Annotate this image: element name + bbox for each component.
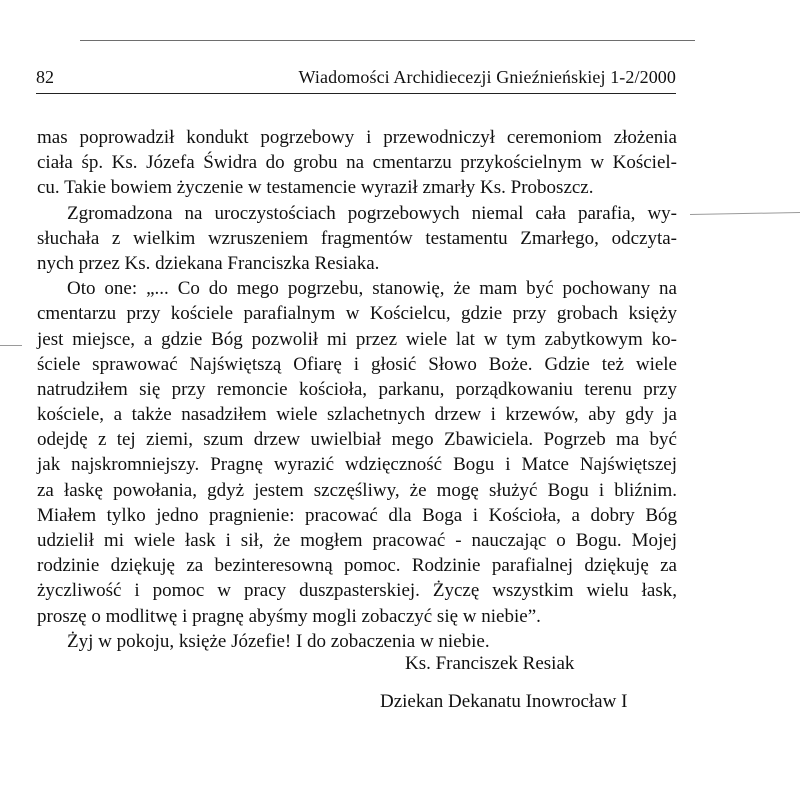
running-head: Wiadomości Archidiecezji Gnieźnieńskiej 1-2/2000 <box>298 67 676 87</box>
text-line: Zgromadzona na uroczystościach pogrzebowych niemal cała parafia, wy- <box>67 202 677 224</box>
text-line: nych przez Ks. dziekana Franciszka Resiaka. <box>37 252 380 274</box>
text-line: mas poprowadził kondukt pogrzebowy i przewodniczył ceremoniom złożenia <box>37 127 677 148</box>
scan-top-rule <box>80 40 695 41</box>
text-line: rodzinie dziękuję za bezinteresowną pomoc. Rodzinie parafialnej dziękuję za <box>37 555 677 577</box>
text-line: odejdę z tej ziemi, szum drzew uwielbiał mego Zbawiciela. Pogrzeb ma być <box>37 429 677 451</box>
text-line: za łaskę powołania, gdyż jestem szczęśliwy, że mogę służyć Bogu i bliźnim. <box>37 479 677 501</box>
text-line: proszę o modlitwę i pragnę abyśmy mogli zobaczyć się w niebie”. <box>37 605 541 627</box>
text-line: słuchała z wielkim wzruszeniem fragmentów testamentu Zmarłego, odczyta- <box>37 227 677 249</box>
text-line: natrudziłem się przy remoncie kościoła, parkanu, porządkowaniu terenu przy <box>37 378 677 400</box>
text-line: cu. Takie bowiem życzenie w testamencie wyraził zmarły Ks. Proboszcz. <box>37 177 594 199</box>
text-line: ciała śp. Ks. Józefa Świdra do grobu na cmentarzu przykościelnym w Kościel- <box>37 152 677 174</box>
text-line: Żyj w pokoju, księże Józefie! I do zobaczenia w niebie. <box>67 630 490 652</box>
text-line: ściele sprawować Najświętszą Ofiarę i głosić Słowo Boże. Gdzie też wiele <box>37 353 677 375</box>
signature-name: Ks. Franciszek Resiak <box>405 653 575 674</box>
scan-margin-mark <box>690 212 800 215</box>
scan-margin-mark-left <box>0 345 22 346</box>
text-line: życzliwość i pomoc w pracy duszpasterskiej. Życzę wszystkim wielu łask, <box>37 580 677 602</box>
text-line: kościele, a także nasadziłem wiele szlachetnych drzew i krzewów, aby gdy ja <box>37 404 677 426</box>
text-line: cmentarzu przy kościele parafialnym w Kościelcu, gdzie przy grobach księży <box>37 303 677 325</box>
text-line: Miałem tylko jedno pragnienie: pracować dla Boga i Kościoła, a dobry Bóg <box>37 504 677 526</box>
article-body <box>37 125 677 654</box>
text-line: jak najskromniejszy. Pragnę wyrazić wdzięczność Bogu i Matce Najświętszej <box>37 454 677 476</box>
page-number: 82 <box>36 67 54 87</box>
text-line: jest miejsce, a gdzie Bóg pozwolił mi przez wiele lat w tym zabytkowym ko- <box>37 328 677 350</box>
text-line: udzielił mi wiele łask i sił, że mogłem pracować - nauczając o Bogu. Mojej <box>37 530 677 551</box>
header-rule <box>36 93 676 94</box>
text-line: Oto one: „... Co do mego pogrzebu, stanowię, że mam być pochowany na <box>67 278 677 300</box>
signature-title: Dziekan Dekanatu Inowrocław I <box>380 691 628 712</box>
